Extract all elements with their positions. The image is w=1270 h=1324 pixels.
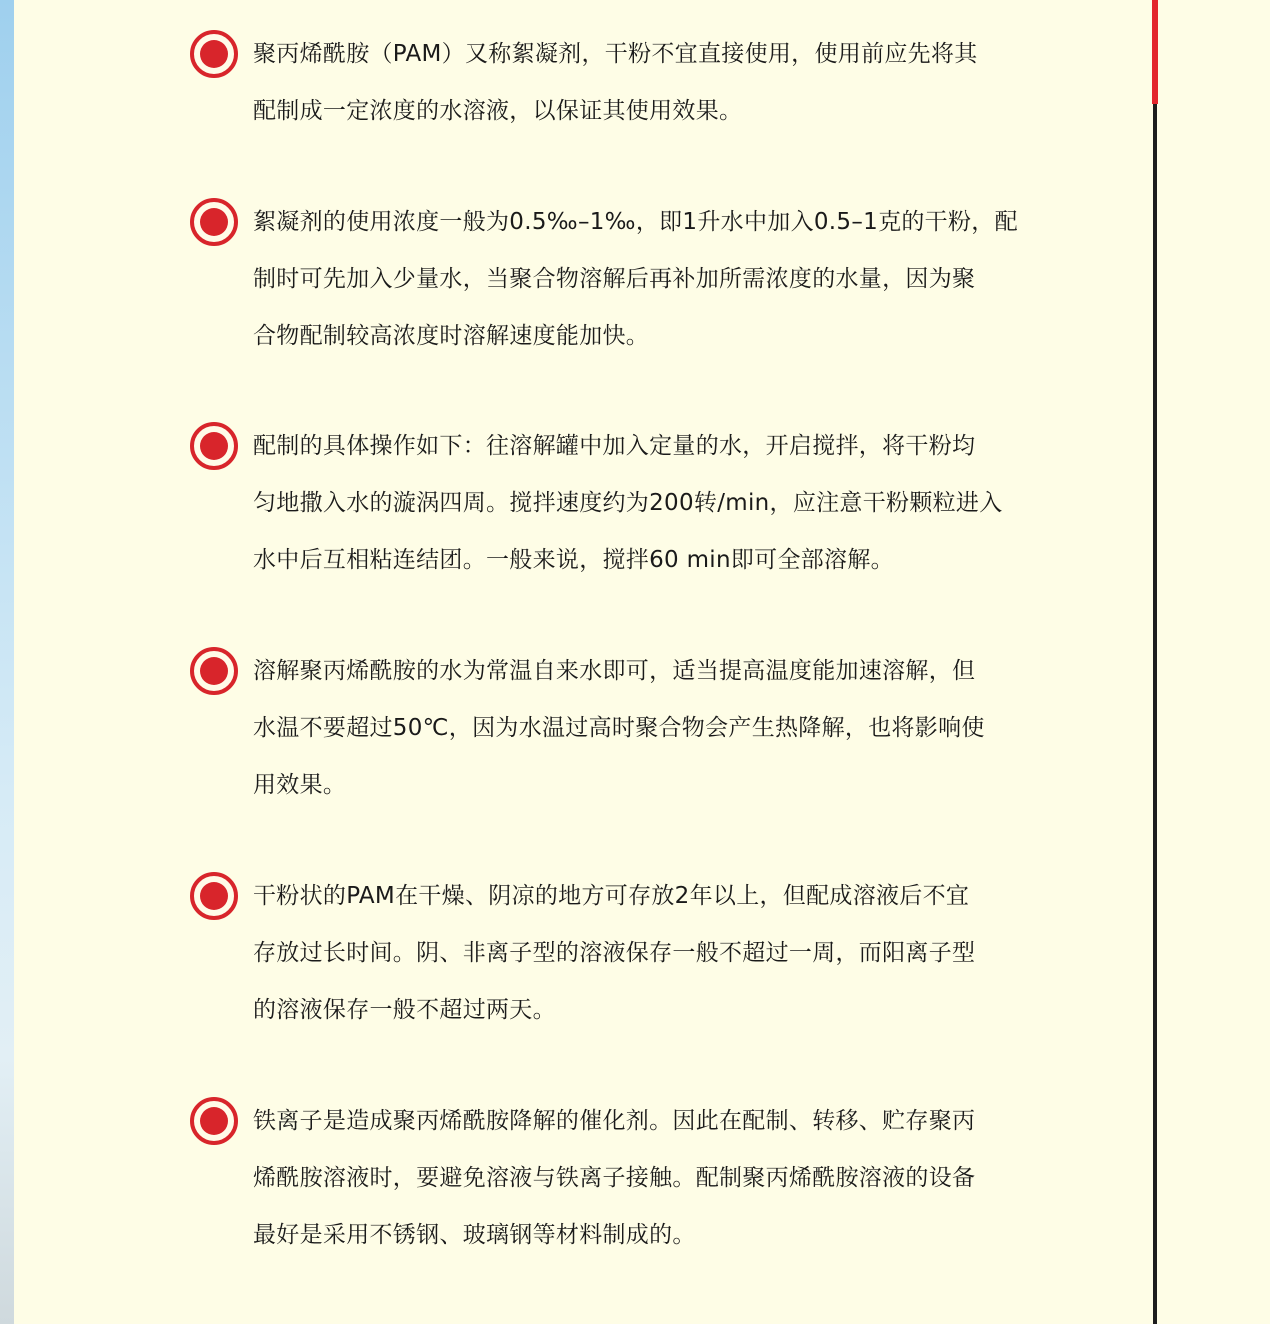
note-line: 制时可先加入少量水，当聚合物溶解后再补加所需浓度的水量，因为聚	[253, 266, 976, 292]
note-line: 絮凝剂的使用浓度一般为0.5‰–1‰，即1升水中加入0.5–1克的干粉，配	[253, 209, 1018, 235]
note-text	[253, 868, 1083, 1039]
red-target-bullet-icon	[190, 198, 238, 246]
red-target-bullet-icon	[190, 647, 238, 695]
note-line: 匀地撒入水的漩涡四周。搅拌速度约为200转/min，应注意干粉颗粒进入	[253, 490, 1003, 516]
note-line: 铁离子是造成聚丙烯酰胺降解的催化剂。因此在配制、转移、贮存聚丙	[253, 1108, 976, 1134]
note-text	[253, 26, 1083, 140]
note-line: 存放过长时间。阴、非离子型的溶液保存一般不超过一周，而阳离子型	[253, 940, 976, 966]
note-line: 水中后互相粘连结团。一般来说，搅拌60 min即可全部溶解。	[253, 547, 894, 573]
note-line: 配制的具体操作如下：往溶解罐中加入定量的水，开启搅拌，将干粉均	[253, 433, 976, 459]
right-margin-strip	[1157, 0, 1270, 1324]
red-target-bullet-icon	[190, 422, 238, 470]
note-text	[253, 643, 1083, 814]
note-text	[253, 418, 1083, 589]
note-text	[253, 194, 1083, 365]
note-line: 烯酰胺溶液时，要避免溶液与铁离子接触。配制聚丙烯酰胺溶液的设备	[253, 1165, 976, 1191]
note-line: 用效果。	[253, 772, 347, 798]
note-line: 聚丙烯酰胺（PAM）又称絮凝剂，干粉不宜直接使用，使用前应先将其	[253, 41, 978, 67]
note-line: 最好是采用不锈钢、玻璃钢等材料制成的。	[253, 1222, 696, 1248]
note-line: 合物配制较高浓度时溶解速度能加快。	[253, 323, 650, 349]
left-decorative-edge	[0, 0, 14, 1324]
note-line: 的溶液保存一般不超过两天。	[253, 997, 556, 1023]
right-rule-red-accent	[1152, 0, 1158, 104]
red-target-bullet-icon	[190, 30, 238, 78]
right-vertical-rule	[1153, 0, 1157, 1324]
note-line: 干粉状的PAM在干燥、阴凉的地方可存放2年以上，但配成溶液后不宜	[253, 883, 970, 909]
red-target-bullet-icon	[190, 872, 238, 920]
note-line: 配制成一定浓度的水溶液，以保证其使用效果。	[253, 98, 743, 124]
note-line: 溶解聚丙烯酰胺的水为常温自来水即可，适当提高温度能加速溶解，但	[253, 658, 976, 684]
note-text	[253, 1093, 1083, 1264]
red-target-bullet-icon	[190, 1097, 238, 1145]
note-line: 水温不要超过50℃，因为水温过高时聚合物会产生热降解，也将影响使	[253, 715, 985, 741]
